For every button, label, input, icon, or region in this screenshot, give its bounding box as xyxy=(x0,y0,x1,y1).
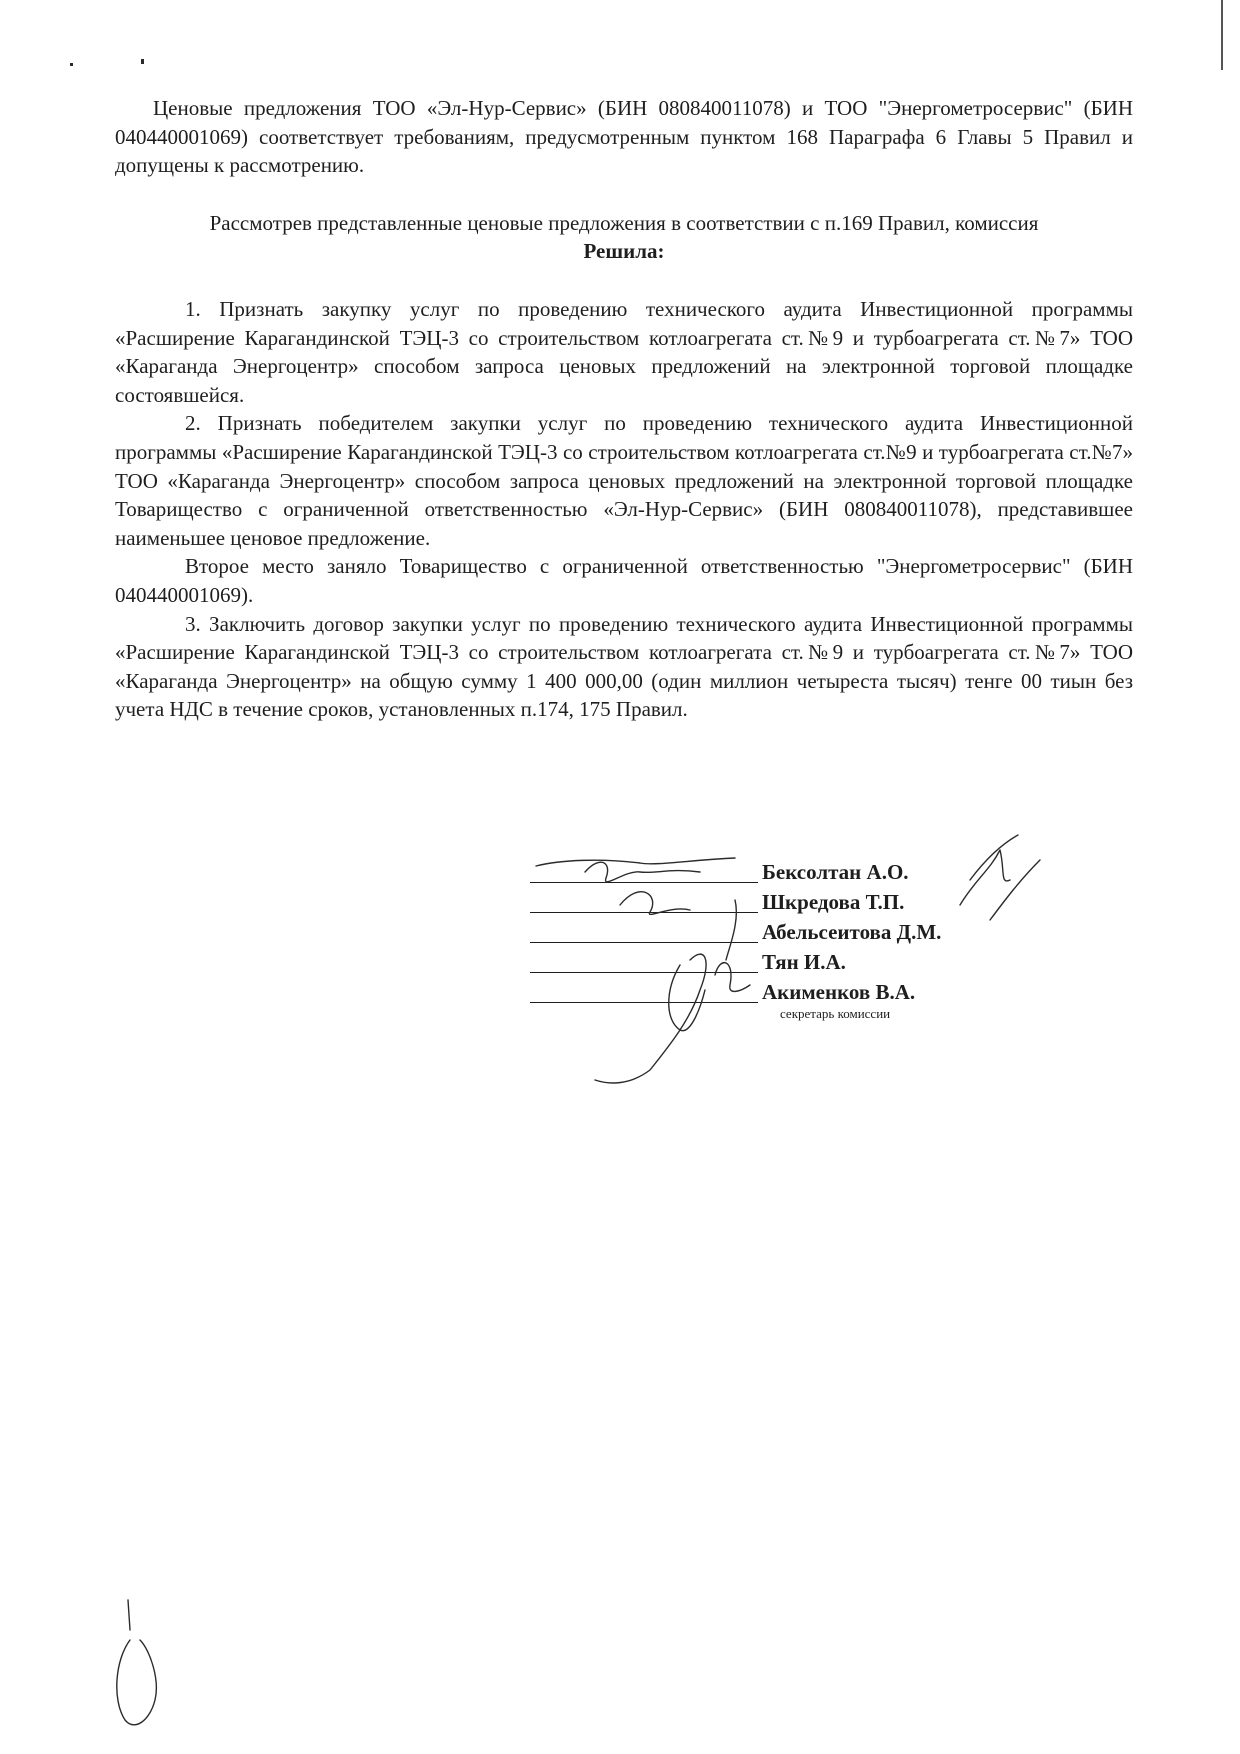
signature-line xyxy=(530,882,758,883)
second-place-line: Второе место заняло Товарищество с ограниченной ответственностью "Энергометросервис" (БИН 040440001069). xyxy=(115,554,1133,607)
signature-line xyxy=(530,972,758,973)
signatory-name: Абельсеитова Д.М. xyxy=(762,920,942,944)
scan-edge-mark xyxy=(1221,0,1223,70)
signature-line xyxy=(530,1002,758,1003)
signature-row xyxy=(530,918,1030,947)
signatory-name: Бексолтан А.О. xyxy=(762,860,909,884)
decision-point-3: 3. Заключить договор закупки услуг по проведению технического аудита Инвестиционной программы «Расширение Карагандинской ТЭЦ-3 со строительством котлоагрегата ст.№9 и турбоагрегата ст.№7» ТОО «Караганда Энергоцентр» на общую сумму 1 400 000,00 (один миллион четыреста тысяч) тенге 00 тиын без учета НДС в течение сроков, установленных п.174, 175 Правил. xyxy=(115,611,1133,722)
spacer xyxy=(115,266,1133,295)
decision-heading: Решила: xyxy=(583,239,665,264)
signature-row xyxy=(530,888,1030,917)
signature-row xyxy=(530,978,1030,1007)
signatory-name: Шкредова Т.П. xyxy=(762,890,905,914)
signature-line xyxy=(530,912,758,913)
spacer xyxy=(115,180,1133,209)
decision-point-1: 1. Признать закупку услуг по проведению технического аудита Инвестиционной программы «Расширение Карагандинской ТЭЦ-3 со строительством котлоагрегата ст.№9 и турбоагрегата ст.№7» ТОО «Караганда Энергоцентр» способом запроса ценовых предложений на электронной торговой площадке состоявшейся. xyxy=(115,296,1133,407)
scan-speck xyxy=(70,63,73,66)
signature-row xyxy=(530,858,1030,887)
intro-paragraph: Ценовые предложения ТОО «Эл-Нур-Сервис» (БИН 080840011078) и ТОО "Энергометросервис" (БИН 040440001069) соответствует требованиям, предусмотренным пунктом 168 Параграфа 6 Главы 5 Правил и допущены к рассмотрению. xyxy=(115,96,1133,178)
margin-mark xyxy=(117,1640,157,1725)
signature-row xyxy=(530,948,1030,977)
signatory-name: Акименков В.А. xyxy=(762,980,916,1004)
secretary-caption: секретарь комиссии xyxy=(780,1006,891,1021)
signature-block xyxy=(530,858,1050,1078)
scan-speck xyxy=(141,59,144,64)
margin-mark xyxy=(128,1600,130,1630)
review-line: Рассмотрев представленные ценовые предложения в соответствии с п.169 Правил, комиссия xyxy=(209,210,1039,235)
signature-line xyxy=(530,942,758,943)
document-body xyxy=(115,94,1133,724)
decision-point-2: 2. Признать победителем закупки услуг по проведению технического аудита Инвестиционной программы «Расширение Карагандинской ТЭЦ-3 со строительством котлоагрегата ст.№9 и турбоагрегата ст.№7» ТОО «Караганда Энергоцентр» способом запроса ценовых предложений на электронной торговой площадке Товарищество с ограниченной ответственностью «Эл-Нур-Сервис» (БИН 080840011078), представившее наименьшее ценовое предложение. xyxy=(115,411,1133,550)
signatory-name: Тян И.А. xyxy=(762,950,846,974)
